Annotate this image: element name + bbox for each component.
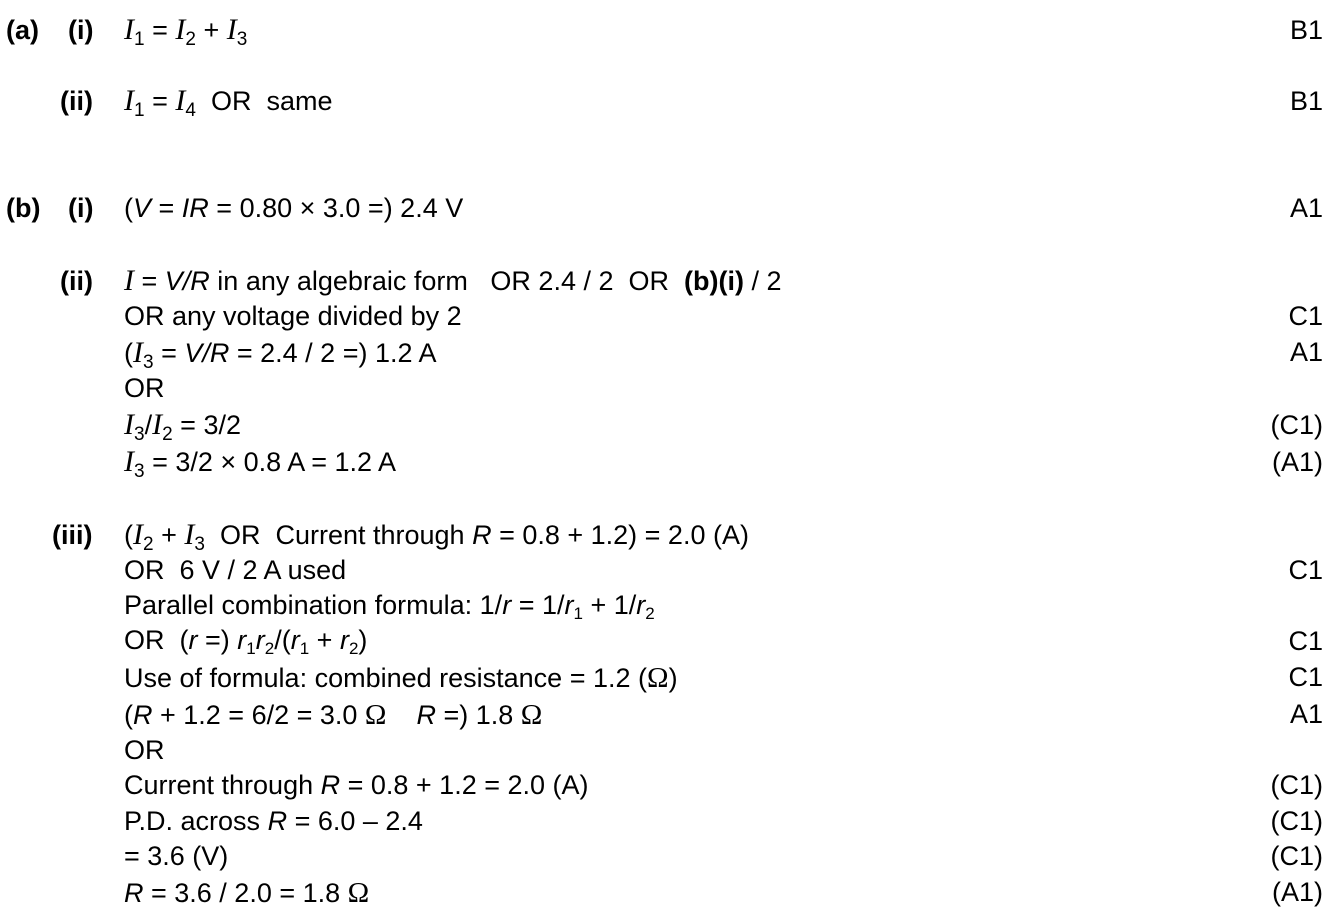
mark-b-ii-c1: C1	[1288, 301, 1323, 331]
part-a-label: (a)	[6, 15, 39, 45]
b-iii-line8: Current through R = 0.8 + 1.2 = 2.0 (A)	[124, 770, 589, 800]
b-iii-line2: OR 6 V / 2 A used	[124, 555, 347, 585]
b-iii-line6: (R + 1.2 = 6/2 = 3.0 Ω R =) 1.8 Ω	[124, 699, 543, 731]
mark-a-ii: B1	[1289, 86, 1323, 116]
b-ii-line4: OR	[124, 373, 165, 403]
part-b-i-label: (i)	[68, 193, 94, 223]
b-ii-line2: OR any voltage divided by 2	[124, 301, 462, 331]
b-ii-line6: $I_3 = 3/2 \times 0.8$ A = 1.2 A	[124, 445, 397, 482]
part-a-ii-label: (ii)	[60, 86, 93, 116]
b-iii-line7: OR	[124, 735, 165, 765]
b-iii-line5: Use of formula: combined resistance = 1.2 (Ω)	[124, 662, 678, 694]
mark-b-iii-c1-alt-c: (C1)	[1270, 841, 1323, 871]
b-i-line1: (V = IR = 0.80 × 3.0 =) 2.4 V	[124, 193, 464, 223]
a-i-line1: $I_1 = I_2 + I_3$	[124, 13, 248, 50]
var-i: I	[124, 13, 134, 46]
mark-b-iii-a1-alt: (A1)	[1271, 877, 1323, 907]
part-b-iii-label: (iii)	[52, 520, 93, 550]
b-ii-line3: ($I_3 = V/R = 2.4 / 2$ =) 1.2 A	[124, 336, 437, 373]
b-iii-line1: ($I_2 + I_3$ OR Current through R = 0.8 + 1.2) = 2.0 (A)	[124, 518, 749, 555]
b-iii-line9: P.D. across R = 6.0 – 2.4	[124, 806, 423, 836]
mark-b-iii-c1-c: C1	[1288, 662, 1323, 692]
a-ii-line1: $I_1 = I_4$ OR same	[124, 84, 333, 121]
part-b-ii-label: (ii)	[60, 266, 93, 296]
mark-b-iii-c1-alt-b: (C1)	[1270, 806, 1323, 836]
mark-b-iii-c1-alt-a: (C1)	[1270, 770, 1323, 800]
mark-b-ii-c1-alt: (C1)	[1270, 410, 1323, 440]
b-ii-line5: $I_3/I_2 = 3/2$	[124, 408, 241, 445]
mark-b-i: A1	[1289, 193, 1323, 223]
part-a-i-label: (i)	[68, 15, 94, 45]
b-iii-line3: Parallel combination formula: 1/r = 1/r1 + 1/r2	[124, 590, 655, 623]
part-b-label: (b)	[6, 193, 41, 223]
b-ii-line1: I = V/R in any algebraic form OR 2.4 / 2 OR (b)(i) / 2	[124, 264, 782, 297]
mark-b-iii-a1: A1	[1289, 699, 1323, 729]
mark-b-iii-c1-a: C1	[1288, 555, 1323, 585]
b-iii-line10: = 3.6 (V)	[124, 841, 229, 871]
b-iii-line11: R = 3.6 / 2.0 = 1.8 Ω	[124, 877, 370, 909]
b-iii-line4: OR (r =) r1r2/(r1 + r2)	[124, 625, 368, 658]
mark-b-iii-c1-b: C1	[1288, 626, 1323, 656]
mark-b-ii-a1-alt: (A1)	[1271, 447, 1323, 477]
mark-a-i: B1	[1289, 15, 1323, 45]
mark-b-ii-a1: A1	[1289, 337, 1323, 367]
